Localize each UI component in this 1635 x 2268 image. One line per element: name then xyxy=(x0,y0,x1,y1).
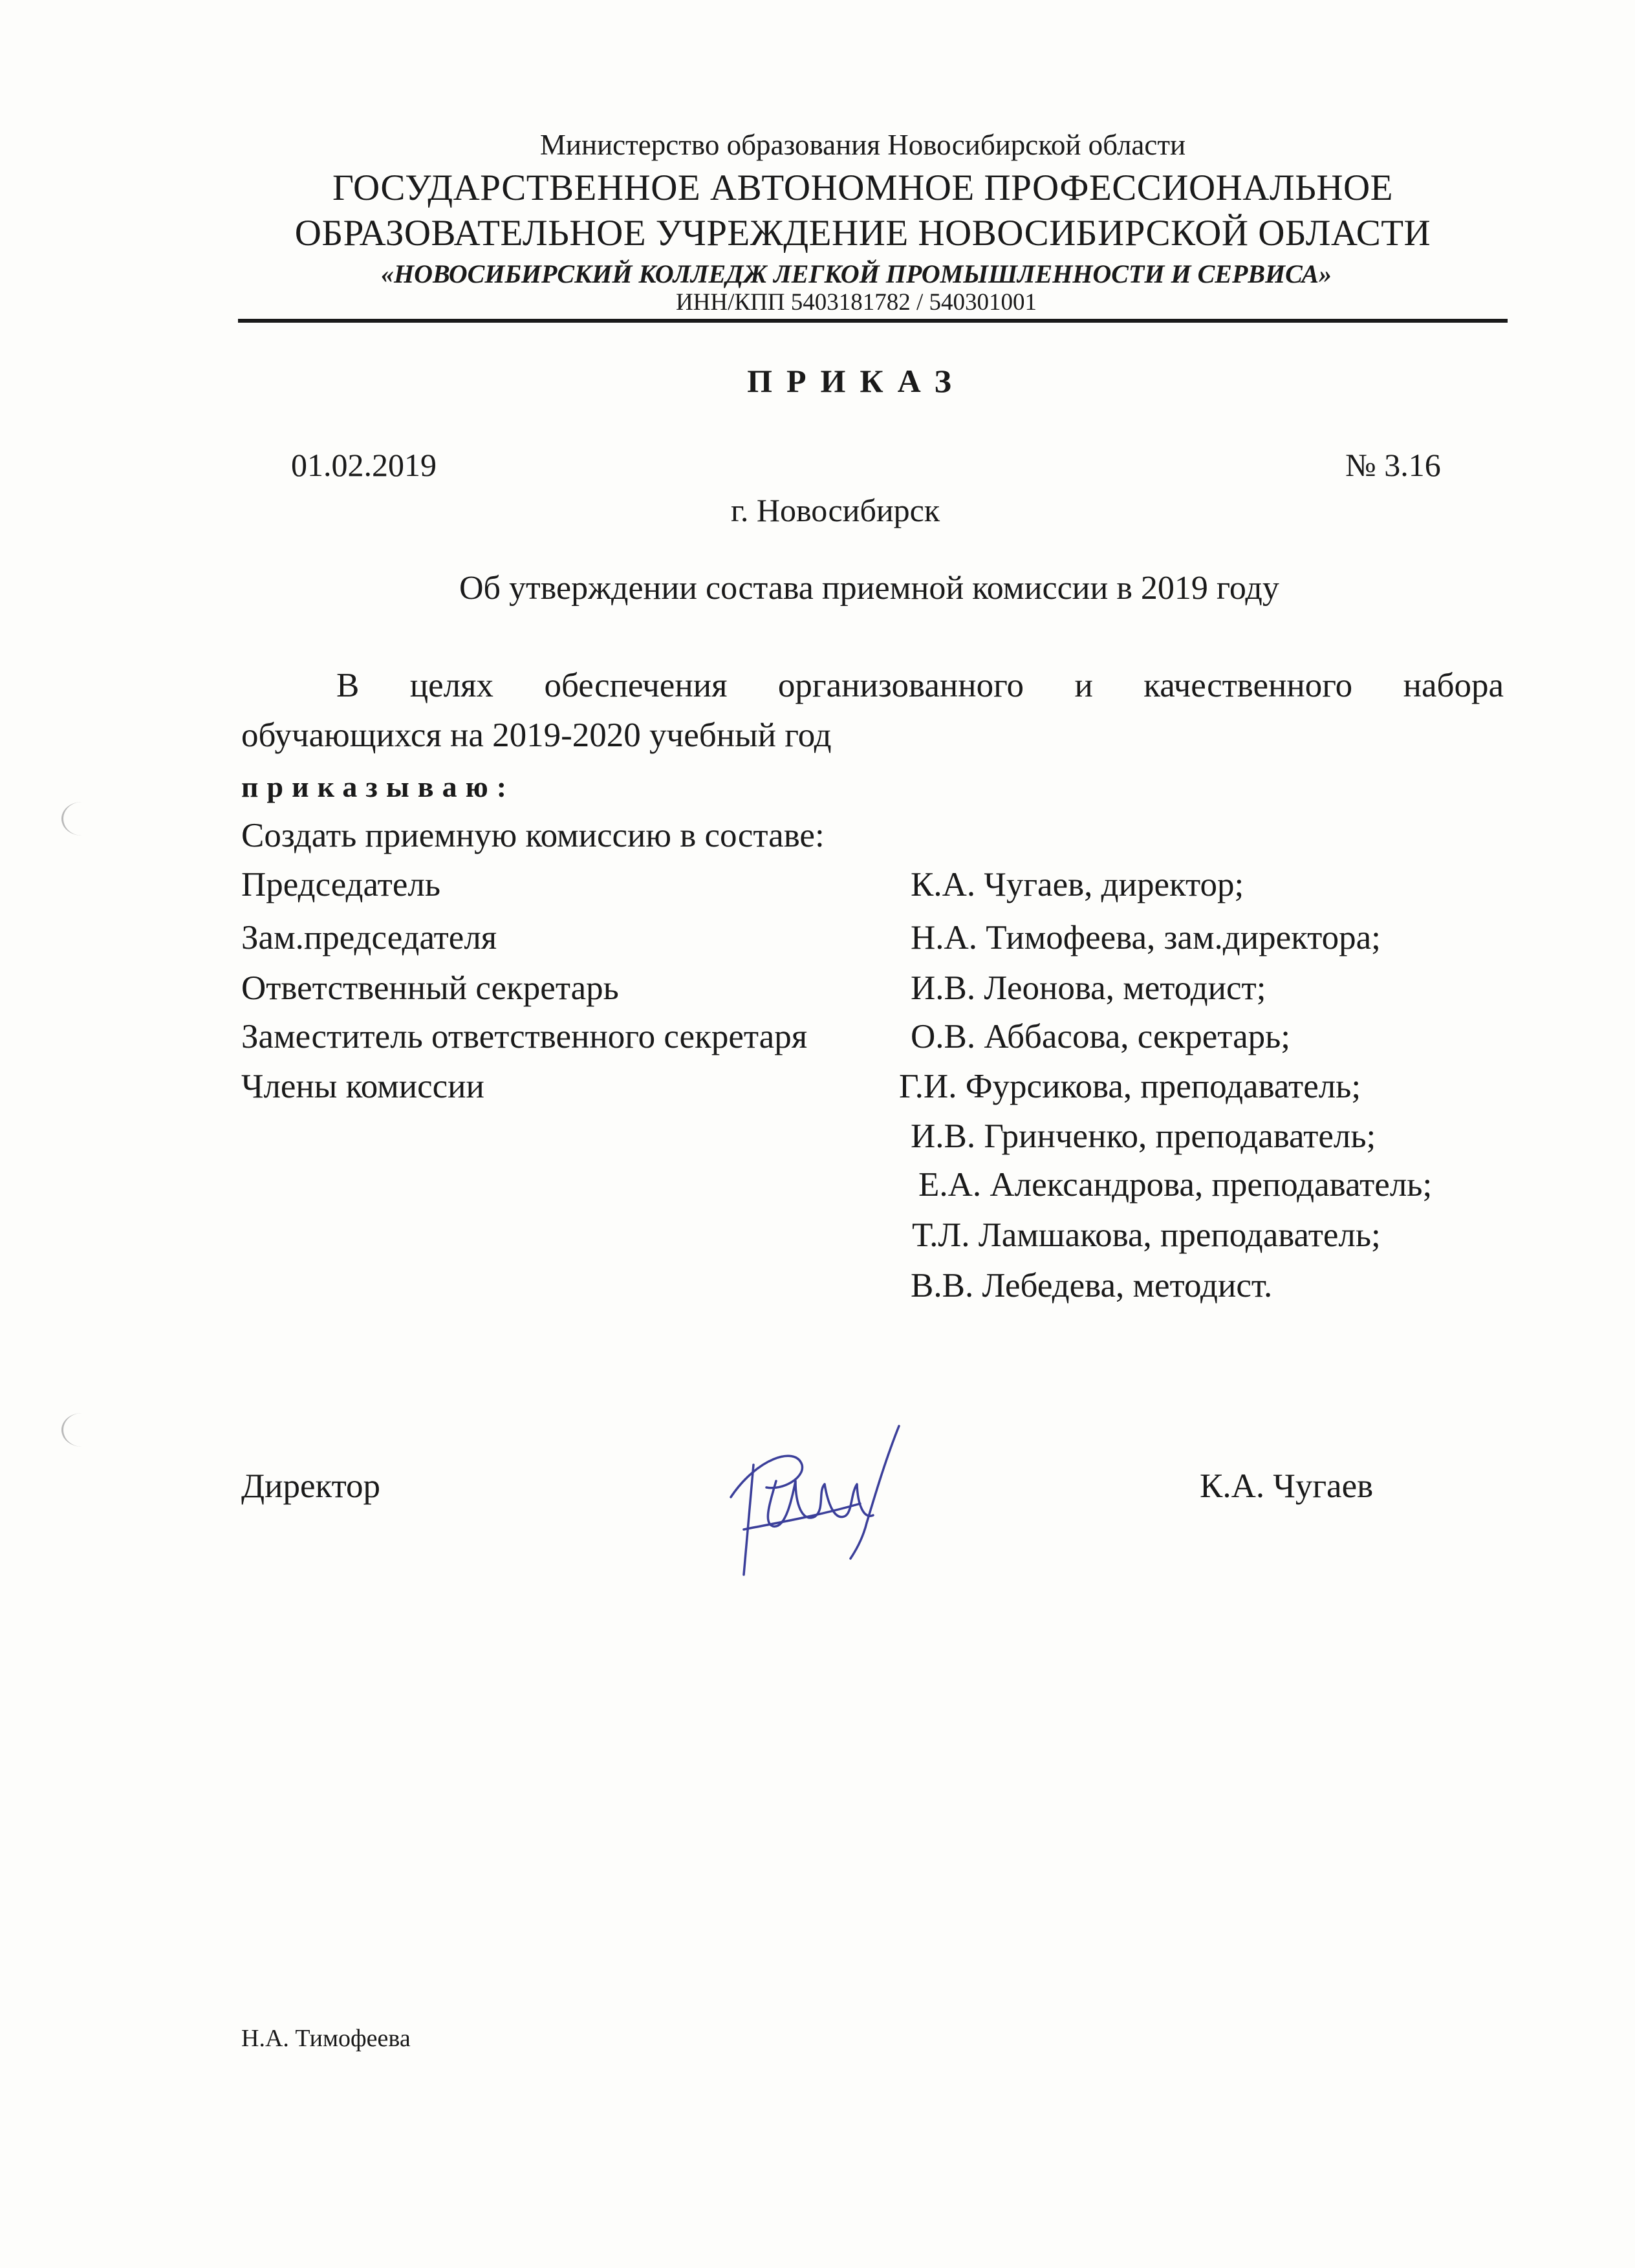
role-deputy-chairman: Зам.председателя xyxy=(241,919,497,956)
role-deputy-secretary: Заместитель ответственного секретаря xyxy=(241,1018,808,1055)
role-secretary: Ответственный секретарь xyxy=(241,969,619,1007)
document-date: 01.02.2019 xyxy=(291,447,437,483)
document-city: г. Новосибирск xyxy=(731,492,940,528)
member-leonova: И.В. Леонова, методист; xyxy=(911,969,1266,1007)
organization-name-line-2: ОБРАЗОВАТЕЛЬНОЕ УЧРЕЖДЕНИЕ НОВОСИБИРСКОЙ ОБЛАСТИ xyxy=(294,213,1431,254)
signature-name: К.А. Чугаев xyxy=(1200,1467,1374,1505)
ministry-name: Министерство образования Новосибирской области xyxy=(539,129,1186,161)
organization-name-line-1: ГОСУДАРСТВЕННОЕ АВТОНОМНОЕ ПРОФЕССИОНАЛЬНОЕ xyxy=(332,167,1393,208)
document-title: ПРИКАЗ xyxy=(747,363,966,399)
signature-role: Директор xyxy=(241,1467,381,1505)
member-lebedeva: В.В. Лебедева, методист. xyxy=(911,1267,1273,1304)
role-chairman: Председатель xyxy=(241,866,440,903)
member-fursikova: Г.И. Фурсикова, преподаватель; xyxy=(899,1068,1361,1105)
member-grinchenko: И.В. Гринченко, преподаватель; xyxy=(911,1118,1376,1155)
handwritten-signature xyxy=(705,1420,938,1591)
role-members: Члены комиссии xyxy=(241,1068,484,1105)
create-commission-line: Создать приемную комиссию в составе: xyxy=(241,817,825,854)
member-aleksandrova: Е.А. Александрова, преподаватель; xyxy=(918,1166,1433,1204)
college-name: «НОВОСИБИРСКИЙ КОЛЛЕДЖ ЛЕГКОЙ ПРОМЫШЛЕННОСТИ И СЕРВИСА» xyxy=(380,259,1332,288)
preamble-line-1: В целях обеспечения организованного и качественного набора xyxy=(336,667,1504,704)
header-divider xyxy=(238,319,1508,323)
document-number: № 3.16 xyxy=(1345,447,1441,483)
inn-kpp: ИНН/КПП 5403181782 / 540301001 xyxy=(675,289,1037,316)
document-subject: Об утверждении состава приемной комиссии в 2019 году xyxy=(459,570,1279,607)
member-abbasova: О.В. Аббасова, секретарь; xyxy=(911,1018,1290,1055)
member-timofeeva: Н.А. Тимофеева, зам.директора; xyxy=(911,919,1381,956)
punch-hole-mark xyxy=(61,1413,102,1447)
preamble-line-2: обучающихся на 2019-2020 учебный год xyxy=(241,717,832,754)
punch-hole-mark xyxy=(61,802,102,836)
order-word: приказываю: xyxy=(241,770,515,803)
member-lamshakova: Т.Л. Ламшакова, преподаватель; xyxy=(912,1216,1381,1254)
member-chugaev: К.А. Чугаев, директор; xyxy=(911,866,1244,903)
executor-name: Н.А. Тимофеева xyxy=(241,2025,411,2052)
